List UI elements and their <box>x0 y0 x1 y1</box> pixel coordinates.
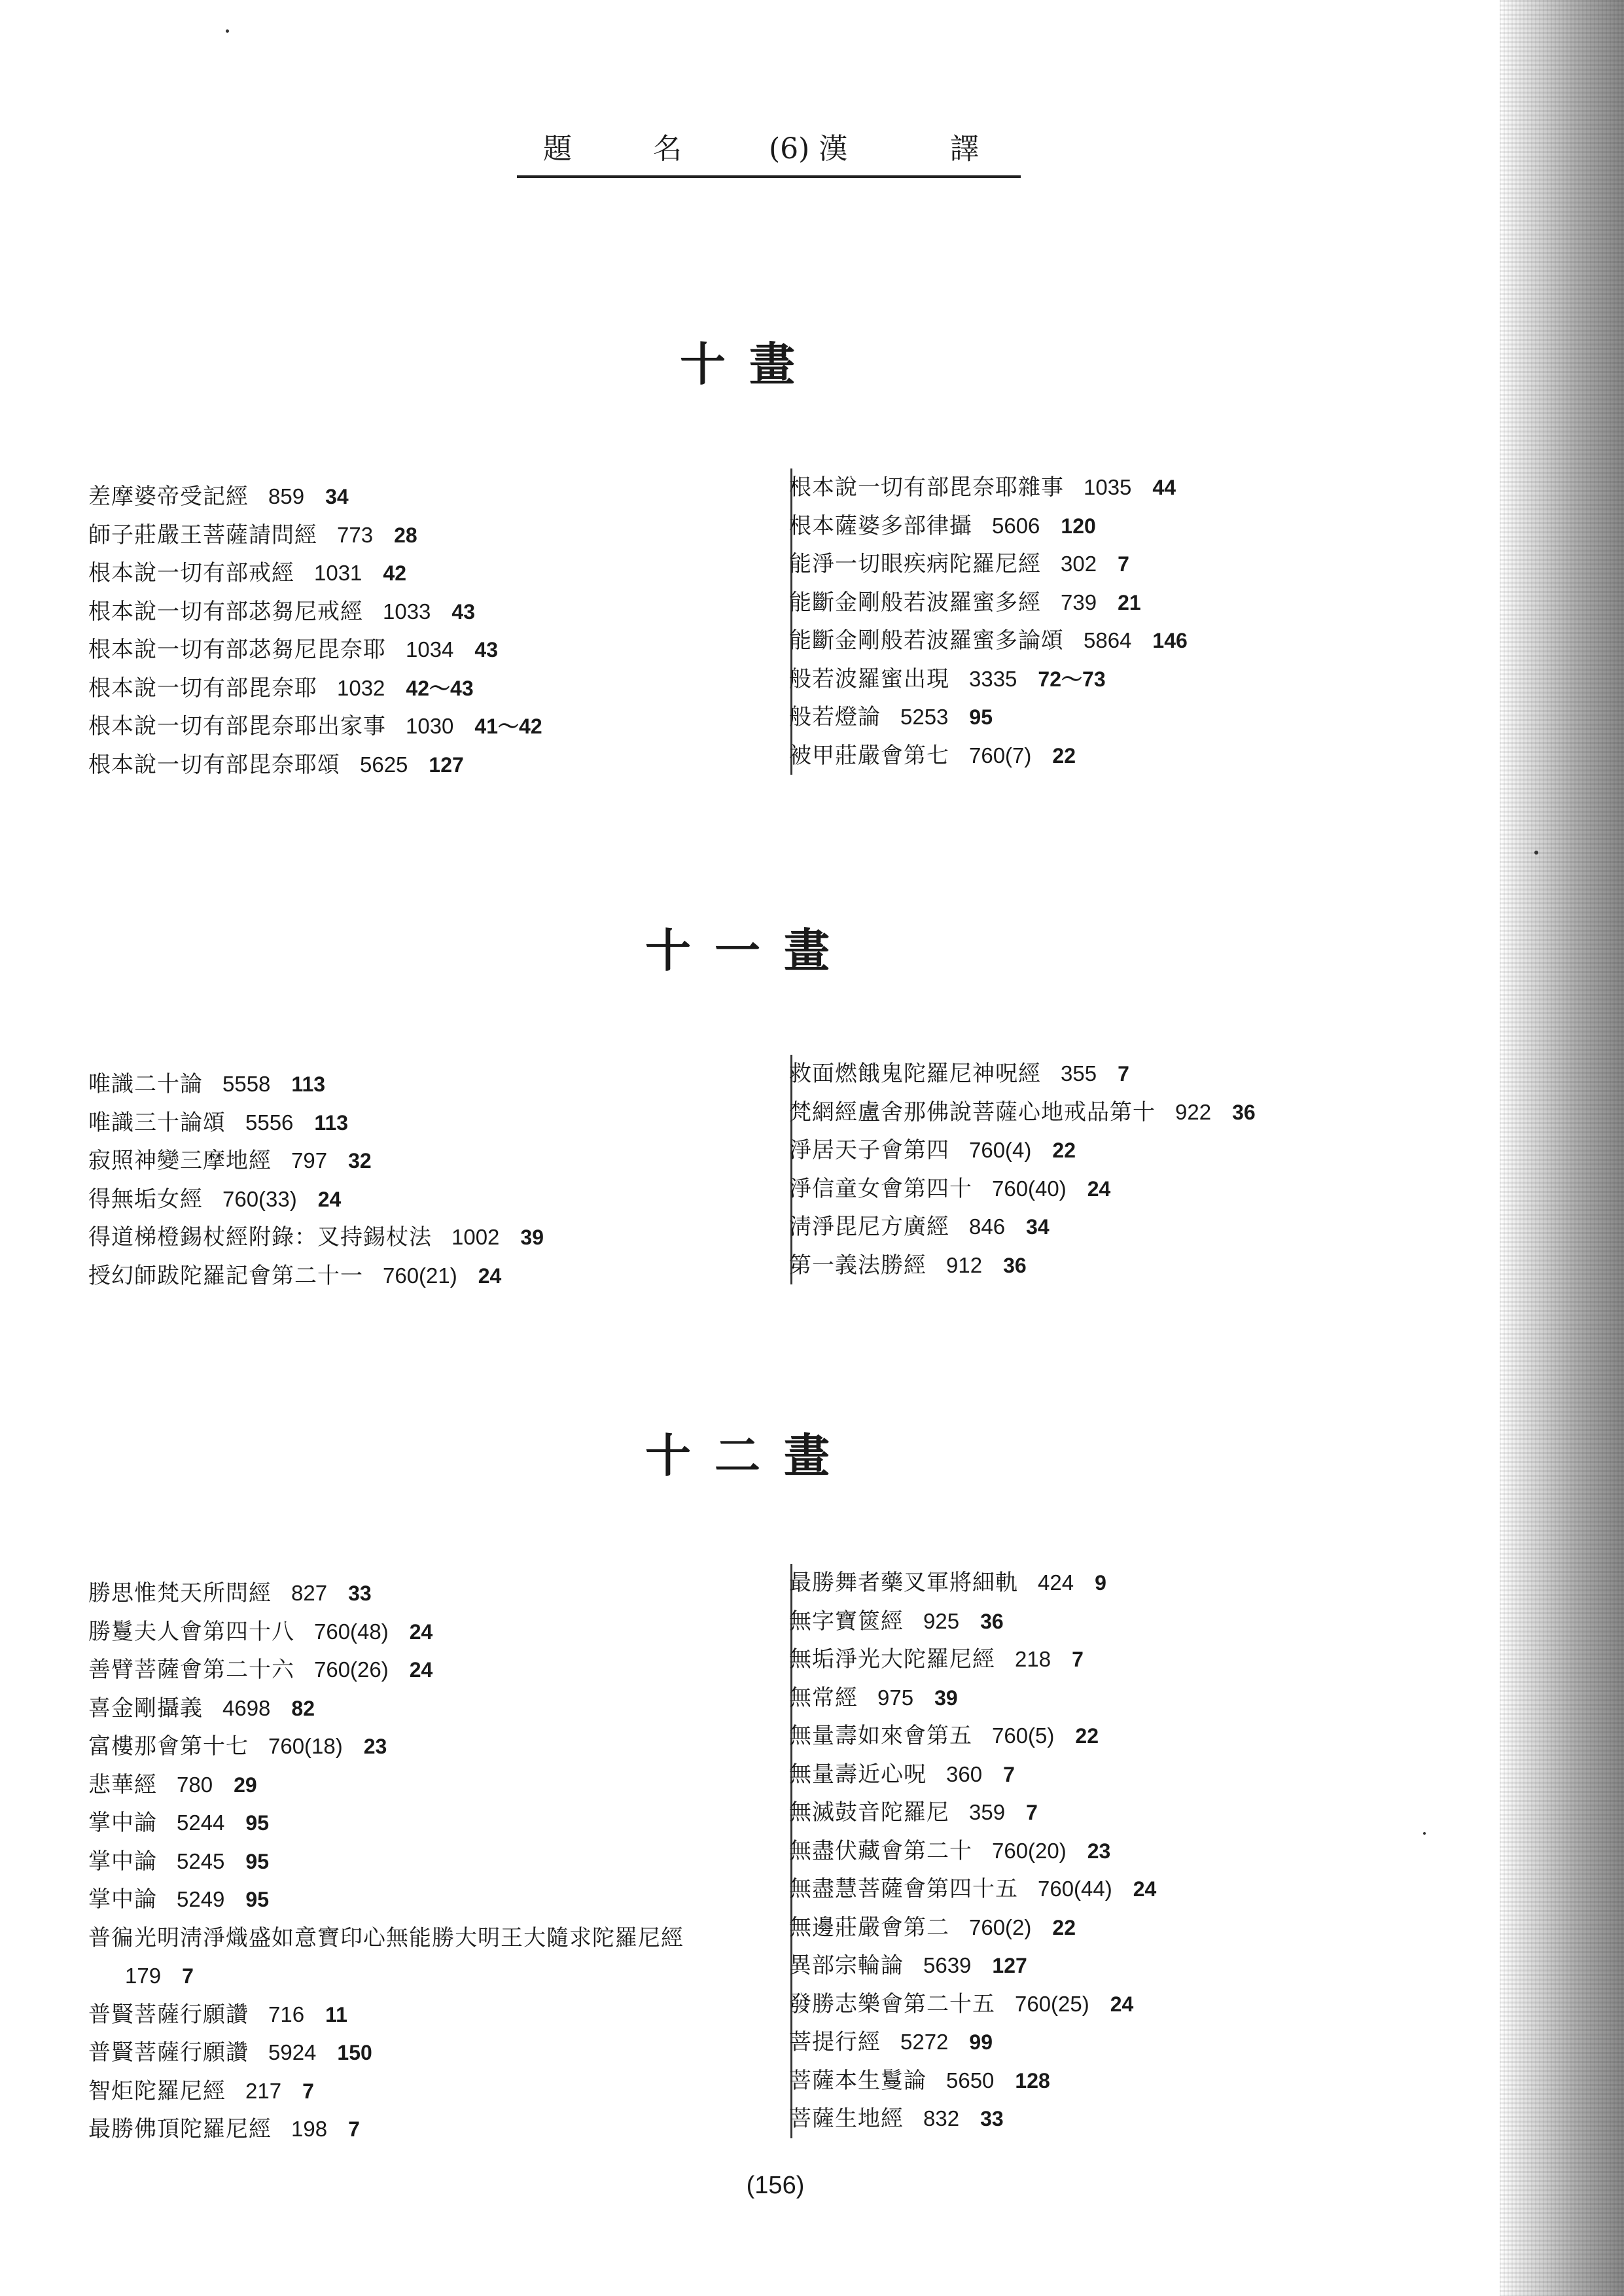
entry-title: 唯識二十論 <box>88 1071 203 1097</box>
index-entry <box>789 1640 1156 1679</box>
entry-number: 739 <box>1061 590 1097 614</box>
entry-number: 780 <box>177 1772 213 1797</box>
index-entry <box>88 707 542 746</box>
entry-number: 5249 <box>177 1887 225 1911</box>
entry-title: 得道梯橙錫杖經附錄：叉持錫杖法 <box>88 1224 432 1250</box>
entry-title: 最勝舞者藥叉軍將細軌 <box>789 1570 1018 1596</box>
entry-page: 36 <box>1232 1100 1256 1124</box>
index-column-right <box>790 1564 1157 2138</box>
entry-title: 淨居天子會第四 <box>789 1137 949 1163</box>
entry-number: 1035 <box>1084 475 1132 499</box>
index-entry <box>789 1602 1156 1641</box>
index-entry <box>789 1246 1256 1285</box>
entry-number: 5244 <box>177 1810 225 1835</box>
section-title: 十畫 <box>680 338 819 391</box>
index-entry <box>789 1564 1156 1602</box>
entry-title: 勝思惟梵天所問經 <box>88 1580 272 1606</box>
entry-title: 無字寶篋經 <box>789 1608 904 1634</box>
entry-title: 異部宗輪論 <box>789 1952 904 1979</box>
entry-page: 43 <box>451 599 476 624</box>
index-entry <box>88 554 542 593</box>
entry-page: 11 <box>325 2002 347 2026</box>
entry-page: 23 <box>363 1735 387 1758</box>
entry-title: 被甲莊嚴會第七 <box>789 742 949 769</box>
entry-number: 975 <box>877 1685 914 1710</box>
entry-page: 36 <box>1003 1253 1027 1277</box>
entry-page: 24 <box>1110 1992 1134 2016</box>
index-entry <box>88 1257 544 1296</box>
index-column-left <box>88 478 542 784</box>
entry-title: 無垢淨光大陀羅尼經 <box>789 1646 995 1672</box>
index-entry <box>789 2023 1156 2062</box>
entry-title: 根本說一切有部毘奈耶 <box>88 675 317 701</box>
entry-number: 760(40) <box>992 1176 1067 1201</box>
entry-list <box>790 1564 1157 2138</box>
entry-title: 無量壽近心呪 <box>789 1761 927 1788</box>
entry-page: 29 <box>234 1773 257 1797</box>
entry-number: 716 <box>268 2002 305 2026</box>
index-entry <box>88 1065 544 1104</box>
entry-number: 5556 <box>245 1110 294 1135</box>
index-entry <box>789 1909 1156 1947</box>
entry-page: 36 <box>980 1609 1004 1633</box>
entry-number: 827 <box>291 1581 328 1605</box>
index-entry <box>789 1947 1156 1985</box>
entry-number: 846 <box>969 1214 1006 1239</box>
entry-page: 33 <box>348 1581 372 1605</box>
index-entry <box>88 1651 684 1689</box>
entry-page: 95 <box>245 1849 270 1873</box>
entry-page: 82 <box>291 1696 315 1720</box>
index-entry <box>88 1727 684 1766</box>
index-entry <box>88 516 542 555</box>
entry-page: 44 <box>1152 476 1176 499</box>
entry-number: 922 <box>1175 1099 1212 1124</box>
index-entry <box>789 1793 1156 1832</box>
index-entry <box>88 669 542 708</box>
entry-number: 760(48) <box>314 1619 389 1644</box>
index-entry <box>88 2034 684 2072</box>
index-entry <box>789 507 1188 546</box>
running-head <box>517 130 1021 178</box>
index-entry <box>88 1957 684 1996</box>
index-entry <box>789 1756 1156 1794</box>
entry-title: 富樓那會第十七 <box>88 1733 249 1759</box>
entry-title: 師子莊嚴王菩薩請問經 <box>88 521 317 548</box>
entry-page: 24 <box>409 1658 433 1682</box>
entry-number: 4698 <box>222 1695 271 1720</box>
index-column-left <box>88 1574 684 2149</box>
entry-title: 根本說一切有部戒經 <box>88 560 294 586</box>
entry-title: 普徧光明淸淨熾盛如意寶印心無能勝大明王大隨求陀羅尼經 <box>88 1924 684 1951</box>
entry-title: 能淨一切眼疾病陀羅尼經 <box>789 551 1041 577</box>
index-entry <box>789 660 1188 699</box>
index-entry <box>789 2100 1156 2138</box>
entry-page: 42～43 <box>406 676 474 700</box>
index-entry <box>88 1843 684 1881</box>
index-entry <box>88 631 542 669</box>
entry-title: 根本薩婆多部律攝 <box>789 512 972 539</box>
entry-title: 菩薩生地經 <box>789 2106 904 2132</box>
entry-title: 無盡伏藏會第二十 <box>789 1837 972 1864</box>
entry-page: 42 <box>383 561 407 585</box>
index-entry <box>789 698 1188 737</box>
entry-title: 根本說一切有部毘奈耶雜事 <box>789 474 1064 501</box>
entry-number: 360 <box>946 1761 983 1786</box>
entry-title: 無邊莊嚴會第二 <box>789 1914 949 1941</box>
entry-page: 7 <box>302 2079 314 2103</box>
entry-title: 普賢菩薩行願讚 <box>88 2040 249 2066</box>
entry-page: 28 <box>394 523 417 547</box>
entry-page: 24 <box>1133 1877 1157 1901</box>
entry-number: 760(7) <box>969 743 1032 768</box>
index-entry <box>789 468 1188 507</box>
entry-title: 無量壽如來會第五 <box>789 1723 972 1749</box>
index-column-right <box>790 1055 1256 1284</box>
entry-number: 3335 <box>969 666 1017 691</box>
index-entry <box>88 746 542 785</box>
entry-title: 掌中論 <box>88 1810 157 1836</box>
entry-page: 34 <box>1026 1215 1050 1239</box>
entry-number: 760(33) <box>222 1186 297 1211</box>
index-entry <box>789 2062 1156 2100</box>
index-entry <box>88 478 542 516</box>
entry-number: 5606 <box>992 513 1040 538</box>
entry-list <box>88 478 542 784</box>
entry-page: 113 <box>314 1110 349 1135</box>
entry-title: 根本說一切有部毘奈耶頌 <box>88 751 340 778</box>
entry-number: 760(25) <box>1015 1991 1089 2016</box>
entry-page: 99 <box>969 2030 993 2054</box>
entry-title: 善臂菩薩會第二十六 <box>88 1657 294 1683</box>
entry-title: 根本說一切有部苾芻尼戒經 <box>88 598 363 625</box>
entry-page: 95 <box>969 705 993 729</box>
entry-number: 5625 <box>360 752 408 777</box>
entry-number: 760(20) <box>992 1838 1067 1863</box>
entry-number: 925 <box>923 1608 960 1633</box>
entry-page: 150 <box>337 2041 372 2064</box>
entry-page: 39 <box>520 1226 544 1249</box>
index-entry <box>88 1766 684 1805</box>
entry-number: 5650 <box>946 2068 995 2093</box>
section-title: 十二畫 <box>645 1429 853 1483</box>
entry-page: 95 <box>245 1811 270 1835</box>
entry-title: 唯識三十論頌 <box>88 1109 226 1136</box>
entry-number: 760(18) <box>268 1734 343 1758</box>
entry-page: 24 <box>1087 1176 1111 1201</box>
index-entry <box>789 545 1188 584</box>
entry-number: 217 <box>245 2078 282 2103</box>
entry-title: 第一義法勝經 <box>789 1252 927 1279</box>
entry-number: 1032 <box>337 675 385 700</box>
page-number: (156) <box>746 2172 805 2199</box>
entry-number: 760(5) <box>992 1723 1055 1748</box>
index-entry <box>88 1104 544 1142</box>
entry-title: 救面燃餓鬼陀羅尼神呪經 <box>789 1061 1041 1087</box>
entry-list <box>88 1574 684 2149</box>
running-head-part: 題 <box>543 132 572 166</box>
index-entry <box>88 2110 684 2149</box>
entry-page: 32 <box>348 1149 372 1173</box>
index-entry <box>789 1679 1156 1718</box>
entry-title: 發勝志樂會第二十五 <box>789 1990 995 2017</box>
index-entry <box>88 1881 684 1919</box>
entry-title: 掌中論 <box>88 1886 157 1913</box>
index-entry <box>88 593 542 631</box>
section-title: 十一畫 <box>645 924 853 978</box>
entry-page: 33 <box>980 2107 1004 2130</box>
entry-page: 146 <box>1152 629 1188 652</box>
entry-number: 859 <box>268 484 305 508</box>
index-entry <box>789 1832 1156 1871</box>
index-entry <box>789 1870 1156 1909</box>
entry-number: 760(4) <box>969 1138 1032 1162</box>
entry-number: 760(21) <box>383 1263 457 1288</box>
index-entry <box>789 1093 1256 1132</box>
entry-number: 832 <box>923 2106 960 2130</box>
entry-title: 菩提行經 <box>789 2029 881 2055</box>
scan-speck <box>1423 1832 1426 1835</box>
scan-speck <box>226 29 229 33</box>
entry-page: 34 <box>325 485 349 508</box>
entry-title: 根本說一切有部毘奈耶出家事 <box>88 713 386 739</box>
entry-page: 22 <box>1075 1724 1099 1748</box>
entry-title: 智炬陀羅尼經 <box>88 2077 226 2104</box>
entry-page: 7 <box>182 1964 194 1988</box>
entry-title: 能斷金剛般若波羅蜜多經 <box>789 589 1041 616</box>
entry-number: 198 <box>291 2117 328 2141</box>
entry-number: 302 <box>1061 552 1097 576</box>
entry-number: 1034 <box>406 637 454 662</box>
entry-page: 72～73 <box>1038 667 1106 691</box>
index-entry <box>789 737 1188 775</box>
entry-number: 5558 <box>222 1072 271 1096</box>
entry-title: 能斷金剛般若波羅蜜多論頌 <box>789 627 1064 654</box>
index-entry <box>88 1142 544 1180</box>
index-entry <box>789 1208 1256 1246</box>
entry-number: 5864 <box>1084 628 1132 652</box>
entry-number: 797 <box>291 1148 328 1173</box>
index-entry <box>88 2072 684 2111</box>
entry-page: 127 <box>429 752 464 777</box>
entry-title: 得無垢女經 <box>88 1186 203 1212</box>
entry-title: 授幻師跋陀羅記會第二十一 <box>88 1262 363 1289</box>
entry-number: 1002 <box>451 1225 500 1249</box>
entry-page: 7 <box>1118 552 1129 576</box>
entry-page: 7 <box>348 2117 360 2141</box>
entry-title: 無滅鼓音陀羅尼 <box>789 1799 949 1826</box>
entry-page: 23 <box>1087 1839 1111 1863</box>
entry-number: 359 <box>969 1800 1006 1824</box>
index-entry <box>789 1985 1156 2024</box>
entry-page: 21 <box>1118 590 1141 614</box>
entry-page: 128 <box>1015 2068 1050 2093</box>
index-entry <box>789 622 1188 660</box>
entry-number: 5272 <box>900 2030 949 2054</box>
entry-title: 淸淨毘尼方廣經 <box>789 1214 949 1240</box>
entry-number: 1033 <box>383 599 431 624</box>
entry-title: 無常經 <box>789 1684 858 1711</box>
index-entry <box>88 1996 684 2034</box>
entry-number: 5924 <box>268 2040 317 2064</box>
entry-number: 760(44) <box>1038 1877 1112 1901</box>
entry-page: 24 <box>409 1619 433 1644</box>
entry-page: 7 <box>1003 1762 1015 1786</box>
entry-number: 5639 <box>923 1953 972 1977</box>
entry-number: 355 <box>1061 1061 1097 1086</box>
entry-page: 22 <box>1052 1915 1076 1939</box>
entry-number: 912 <box>946 1252 983 1277</box>
entry-page: 95 <box>245 1888 270 1911</box>
entry-number: 5245 <box>177 1848 225 1873</box>
index-entry <box>88 1804 684 1843</box>
entry-number: 1031 <box>314 561 362 585</box>
entry-page: 22 <box>1052 1139 1076 1162</box>
entry-page: 43 <box>474 638 499 662</box>
index-entry <box>789 1717 1156 1756</box>
entry-page: 22 <box>1052 743 1076 768</box>
entry-number: 1030 <box>406 714 454 738</box>
entry-title: 勝鬘夫人會第四十八 <box>88 1618 294 1645</box>
entry-page: 7 <box>1026 1801 1038 1824</box>
entry-title: 淨信童女會第四十 <box>789 1175 972 1202</box>
index-entry <box>789 1055 1256 1093</box>
entry-number: 760(26) <box>314 1657 389 1682</box>
running-head-part: (6) 漢 <box>769 132 848 166</box>
index-entry <box>789 1131 1256 1170</box>
entry-list <box>790 468 1188 775</box>
entry-page: 9 <box>1095 1571 1106 1595</box>
entry-page: 41～42 <box>474 715 542 738</box>
entry-title: 寂照神變三摩地經 <box>88 1148 272 1174</box>
index-column-right <box>790 468 1188 775</box>
entry-page: 120 <box>1061 514 1096 538</box>
entry-number: 773 <box>337 522 374 547</box>
index-entry <box>789 584 1188 622</box>
index-entry <box>88 1919 684 1958</box>
entry-title: 掌中論 <box>88 1848 157 1875</box>
index-entry <box>88 1218 544 1257</box>
index-entry <box>88 1613 684 1651</box>
entry-title: 普賢菩薩行願讚 <box>88 2001 249 2028</box>
index-entry <box>88 1689 684 1728</box>
index-entry <box>88 1574 684 1613</box>
entry-number: 179 <box>125 1964 162 1988</box>
scan-speck <box>1534 851 1538 855</box>
index-entry <box>789 1170 1256 1209</box>
running-head-part: 名 <box>653 132 682 166</box>
entry-title: 根本說一切有部苾芻尼毘奈耶 <box>88 637 386 663</box>
scanned-page-edge <box>1500 0 1624 2296</box>
entry-title: 最勝佛頂陀羅尼經 <box>88 2116 272 2142</box>
entry-list <box>88 1065 544 1295</box>
entry-page: 7 <box>1072 1648 1084 1671</box>
index-entry <box>88 1180 544 1219</box>
entry-title: 菩薩本生鬘論 <box>789 2067 927 2094</box>
entry-title: 差摩婆帝受記經 <box>88 484 249 510</box>
entry-number: 5253 <box>900 705 949 729</box>
entry-title: 悲華經 <box>88 1771 157 1798</box>
entry-number: 218 <box>1015 1647 1051 1671</box>
entry-page: 24 <box>317 1187 342 1211</box>
running-head-part: 譯 <box>950 132 979 166</box>
entry-page: 113 <box>291 1072 326 1096</box>
entry-page: 127 <box>992 1954 1027 1977</box>
entry-title: 般若波羅蜜出現 <box>789 665 949 692</box>
entry-title: 梵網經盧舍那佛說菩薩心地戒品第十 <box>789 1099 1156 1125</box>
entry-page: 7 <box>1118 1062 1129 1086</box>
entry-number: 760(2) <box>969 1915 1032 1939</box>
entry-title: 無盡慧菩薩會第四十五 <box>789 1876 1018 1902</box>
entry-page: 24 <box>478 1263 502 1288</box>
entry-title: 般若燈論 <box>789 704 881 730</box>
entry-title: 喜金剛攝義 <box>88 1695 203 1722</box>
index-column-left <box>88 1065 544 1295</box>
entry-list <box>790 1055 1256 1284</box>
entry-page: 39 <box>934 1686 958 1710</box>
entry-number: 424 <box>1038 1570 1074 1595</box>
